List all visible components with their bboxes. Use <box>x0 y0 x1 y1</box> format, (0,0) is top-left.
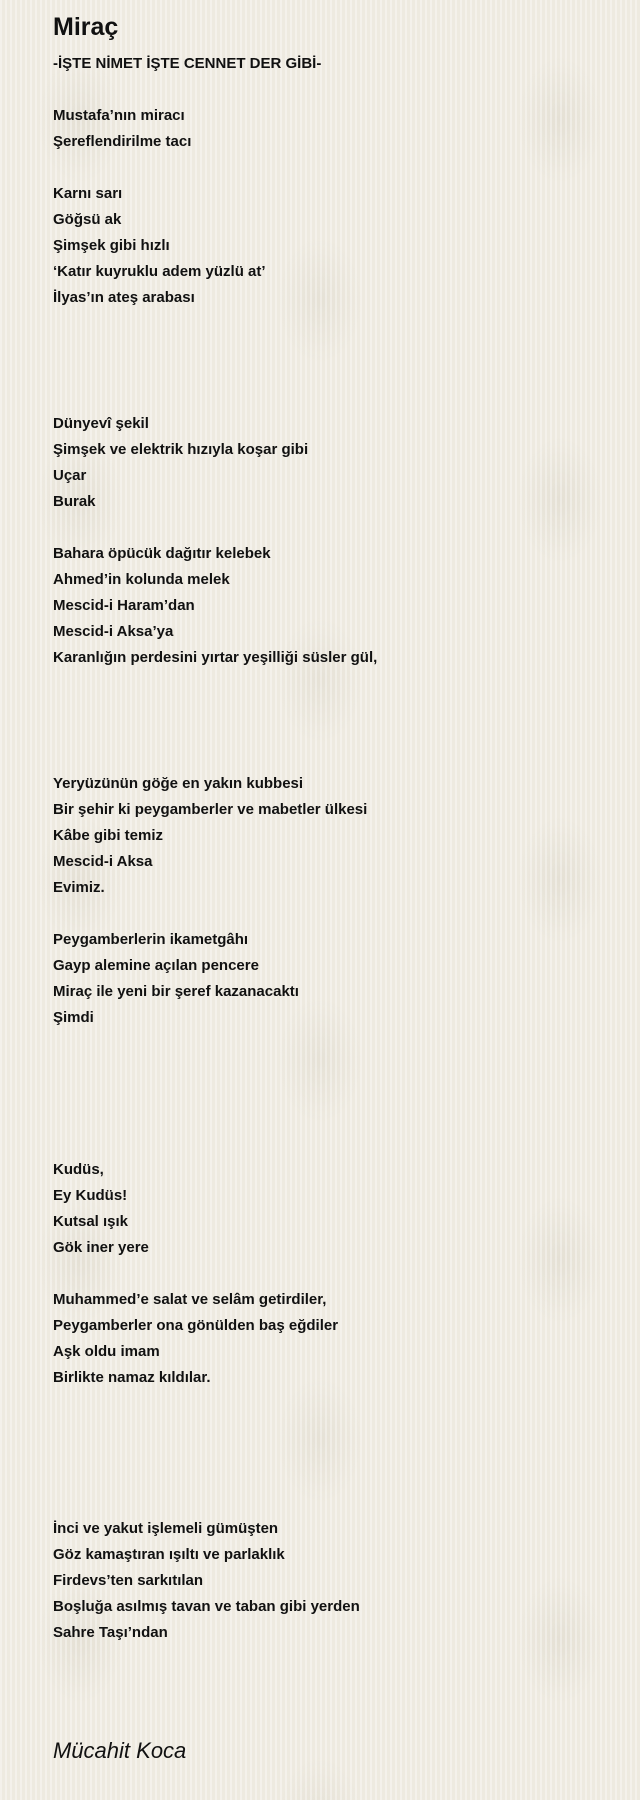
poem-line: Şimşek gibi hızlı <box>53 237 170 254</box>
stanza-9 <box>53 1516 360 1646</box>
poem-line: Burak <box>53 493 96 510</box>
stanza-6 <box>53 927 299 1031</box>
poem-author: Mücahit Koca <box>53 1738 187 1763</box>
poem-line: İlyas’ın ateş arabası <box>53 289 195 306</box>
poem-line: Kutsal ışık <box>53 1213 129 1230</box>
stanza-4 <box>53 541 377 671</box>
poem-line: Göz kamaştıran ışıltı ve parlaklık <box>53 1546 285 1563</box>
poem-line: Yeryüzünün göğe en yakın kubbesi <box>53 775 304 792</box>
poem-line: Karnı sarı <box>53 185 123 202</box>
poem-line: Kâbe gibi temiz <box>53 827 164 844</box>
poem-line: Şimdi <box>53 1009 94 1026</box>
poem-line: Mescid-i Aksa’ya <box>53 623 174 640</box>
poem-line: Bir şehir ki peygamberler ve mabetler ülkesi <box>53 801 368 818</box>
poem-line: Gayp alemine açılan pencere <box>53 957 259 974</box>
poem-line: Firdevs’ten sarkıtılan <box>53 1572 204 1589</box>
poem-line: ‘Katır kuyruklu adem yüzlü at’ <box>53 263 266 280</box>
poem-line: Karanlığın perdesini yırtar yeşilliği süsler gül, <box>53 649 378 666</box>
poem-subtitle: -İŞTE NİMET İŞTE CENNET DER GİBİ- <box>53 55 322 72</box>
poem-line: Mescid-i Aksa <box>53 853 153 870</box>
poem-line: Dünyevî şekil <box>53 415 149 432</box>
poem-line: Evimiz. <box>53 879 105 896</box>
poem-line: Peygamberlerin ikametgâhı <box>53 931 249 948</box>
poem-line: Ey Kudüs! <box>53 1187 128 1204</box>
poem-line: Aşk oldu imam <box>53 1343 160 1360</box>
stanza-2 <box>53 181 266 311</box>
poem-line: Boşluğa asılmış tavan ve taban gibi yerden <box>53 1598 360 1615</box>
stanza-5 <box>53 771 367 901</box>
poem-line: Bahara öpücük dağıtır kelebek <box>53 545 271 562</box>
poem-title: Miraç <box>53 13 119 41</box>
poem-line: İnci ve yakut işlemeli gümüşten <box>53 1520 279 1537</box>
poem-line: Göğsü ak <box>53 211 122 228</box>
poem-line: Şimşek ve elektrik hızıyla koşar gibi <box>53 441 309 458</box>
stanza-8 <box>53 1287 338 1391</box>
poem-line: Kudüs, <box>53 1161 104 1178</box>
poem-line: Birlikte namaz kıldılar. <box>53 1369 211 1386</box>
poem-line: Gök iner yere <box>53 1239 149 1256</box>
poem-line: Peygamberler ona gönülden baş eğdiler <box>53 1317 339 1334</box>
poem-line: Uçar <box>53 467 87 484</box>
poem-line: Mustafa’nın miracı <box>53 107 185 124</box>
stanza-1 <box>53 103 191 155</box>
stanza-3 <box>53 411 308 515</box>
stanza-7 <box>53 1157 149 1261</box>
poem-line: Sahre Taşı’ndan <box>53 1624 168 1641</box>
poem-line: Ahmed’in kolunda melek <box>53 571 230 588</box>
poem-line: Şereflendirilme tacı <box>53 133 192 150</box>
poem-line: Muhammed’e salat ve selâm getirdiler, <box>53 1291 327 1308</box>
poem-line: Miraç ile yeni bir şeref kazanacaktı <box>53 983 299 1000</box>
poem-line: Mescid-i Haram’dan <box>53 597 195 614</box>
